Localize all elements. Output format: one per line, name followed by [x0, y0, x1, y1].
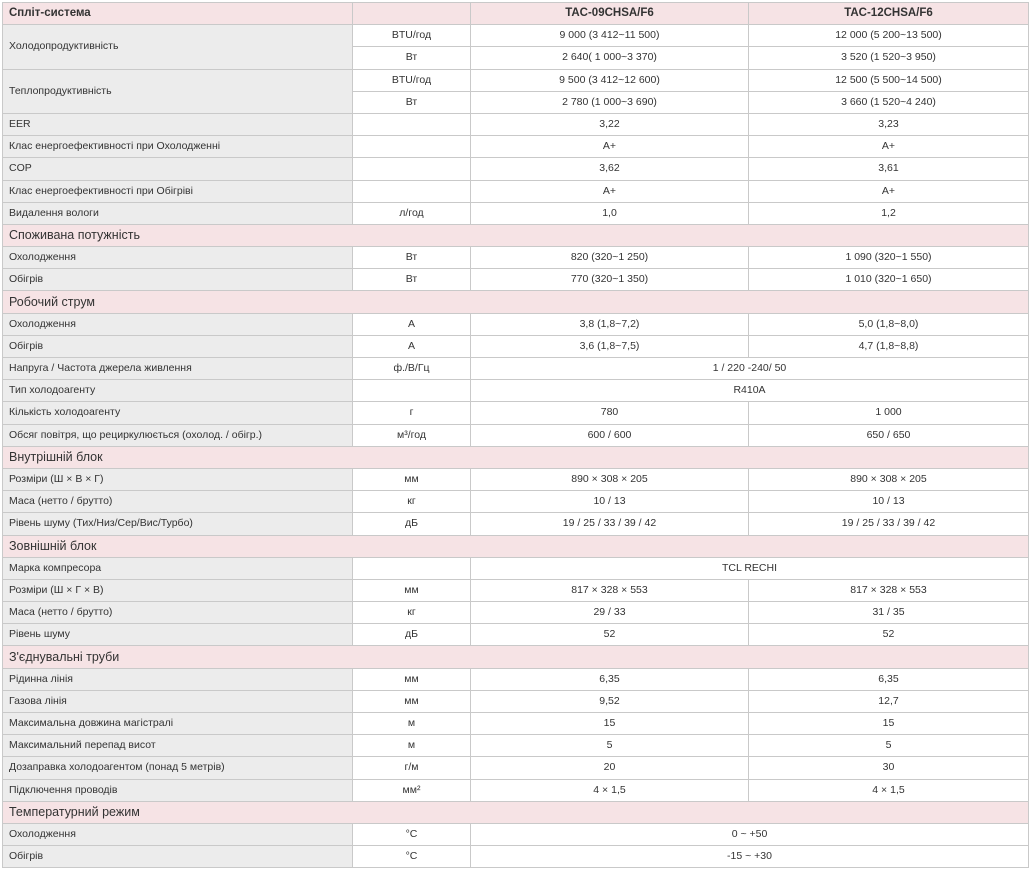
value-cell: 6,35: [749, 668, 1029, 690]
table-row: [3, 69, 1029, 91]
row-label: Охолодження: [3, 313, 353, 335]
value-cell: 1 010 (320~1 650): [749, 269, 1029, 291]
value-cell: 6,35: [471, 668, 749, 690]
section-header: [3, 291, 1029, 313]
unit-cell: мм: [353, 668, 471, 690]
row-label: Маса (нетто / брутто): [3, 602, 353, 624]
unit-cell: BTU/год: [353, 69, 471, 91]
value-cell: 12,7: [749, 690, 1029, 712]
unit-cell: мм: [353, 468, 471, 490]
value-cell: 3,62: [471, 158, 749, 180]
table-row: [3, 690, 1029, 712]
value-cell: 15: [749, 713, 1029, 735]
value-cell: 12 500 (5 500~14 500): [749, 69, 1029, 91]
cooling-capacity-label: Холодопродуктивність: [3, 25, 353, 69]
value-cell: 12 000 (5 200~13 500): [749, 25, 1029, 47]
unit-cell: мм: [353, 579, 471, 601]
section-header: [3, 535, 1029, 557]
table-row: [3, 247, 1029, 269]
unit-cell: м: [353, 735, 471, 757]
row-label: Обігрів: [3, 269, 353, 291]
value-cell: 52: [749, 624, 1029, 646]
value-cell: 19 / 25 / 33 / 39 / 42: [749, 513, 1029, 535]
value-cell: -15 ~ +30: [471, 846, 1029, 868]
value-cell: 2 780 (1 000~3 690): [471, 91, 749, 113]
row-label: Марка компресора: [3, 557, 353, 579]
value-cell: 4,7 (1,8~8,8): [749, 335, 1029, 357]
table-row: [3, 557, 1029, 579]
table-row: [3, 358, 1029, 380]
table-row: [3, 823, 1029, 845]
section-title: З'єднувальні труби: [3, 646, 1029, 668]
table-row: [3, 269, 1029, 291]
value-cell: A+: [471, 180, 749, 202]
value-cell: 817 × 328 × 553: [471, 579, 749, 601]
table-row: [3, 380, 1029, 402]
value-cell: 1 000: [749, 402, 1029, 424]
unit-cell: кг: [353, 491, 471, 513]
value-cell: 9 500 (3 412~12 600): [471, 69, 749, 91]
table-row: [3, 113, 1029, 135]
header-row: [3, 3, 1029, 25]
row-label: Клас енергоефективності при Охолодженні: [3, 136, 353, 158]
row-label: Розміри (Ш × В × Г): [3, 468, 353, 490]
table-row: [3, 25, 1029, 47]
row-label: Рідинна лінія: [3, 668, 353, 690]
header-title: Спліт-система: [3, 3, 353, 25]
value-cell: A+: [749, 180, 1029, 202]
table-row: [3, 180, 1029, 202]
value-cell: 52: [471, 624, 749, 646]
section-header: [3, 224, 1029, 246]
row-label: Маса (нетто / брутто): [3, 491, 353, 513]
table-row: [3, 846, 1029, 868]
row-label: Напруга / Частота джерела живлення: [3, 358, 353, 380]
unit-cell: [353, 158, 471, 180]
row-label: Підключення проводів: [3, 779, 353, 801]
value-cell: 3 660 (1 520~4 240): [749, 91, 1029, 113]
row-label: Обсяг повітря, що рециркулюється (охолод. / обігр.): [3, 424, 353, 446]
spec-table: [2, 2, 1029, 868]
row-label: Клас енергоефективності при Обігріві: [3, 180, 353, 202]
value-cell: 20: [471, 757, 749, 779]
row-label: Видалення вологи: [3, 202, 353, 224]
row-label: EER: [3, 113, 353, 135]
value-cell: 1,2: [749, 202, 1029, 224]
value-cell: 10 / 13: [749, 491, 1029, 513]
section-title: Внутрішній блок: [3, 446, 1029, 468]
unit-cell: мм²: [353, 779, 471, 801]
value-cell: 3,61: [749, 158, 1029, 180]
table-row: [3, 491, 1029, 513]
unit-cell: [353, 136, 471, 158]
unit-cell: кг: [353, 602, 471, 624]
section-title: Зовнішній блок: [3, 535, 1029, 557]
table-row: [3, 136, 1029, 158]
table-row: [3, 779, 1029, 801]
table-row: [3, 424, 1029, 446]
unit-cell: °С: [353, 846, 471, 868]
unit-cell: [353, 557, 471, 579]
unit-cell: л/год: [353, 202, 471, 224]
row-label: Кількість холодоагенту: [3, 402, 353, 424]
unit-cell: г/м: [353, 757, 471, 779]
value-cell: 1 090 (320~1 550): [749, 247, 1029, 269]
model-1-header: TAC-09CHSA/F6: [471, 3, 749, 25]
row-label: Обігрів: [3, 335, 353, 357]
value-cell: 5: [471, 735, 749, 757]
unit-cell: м: [353, 713, 471, 735]
table-row: [3, 579, 1029, 601]
value-cell: A+: [749, 136, 1029, 158]
unit-cell: м³/год: [353, 424, 471, 446]
row-label: Газова лінія: [3, 690, 353, 712]
unit-cell: г: [353, 402, 471, 424]
value-cell: 5,0 (1,8~8,0): [749, 313, 1029, 335]
value-cell: 817 × 328 × 553: [749, 579, 1029, 601]
table-row: [3, 402, 1029, 424]
unit-cell: дБ: [353, 624, 471, 646]
unit-cell: [353, 113, 471, 135]
unit-cell: ф./В/Гц: [353, 358, 471, 380]
value-cell: 30: [749, 757, 1029, 779]
value-cell: 3,8 (1,8~7,2): [471, 313, 749, 335]
value-cell: 4 × 1,5: [471, 779, 749, 801]
value-cell: 890 × 308 × 205: [749, 468, 1029, 490]
row-label: Охолодження: [3, 823, 353, 845]
model-2-header: TAC-12CHSA/F6: [749, 3, 1029, 25]
value-cell: 31 / 35: [749, 602, 1029, 624]
value-cell: 820 (320~1 250): [471, 247, 749, 269]
table-row: [3, 624, 1029, 646]
unit-cell: °С: [353, 823, 471, 845]
unit-cell: BTU/год: [353, 25, 471, 47]
header-unit: [353, 3, 471, 25]
value-cell: A+: [471, 136, 749, 158]
value-cell: TCL RECHI: [471, 557, 1029, 579]
row-label: Рівень шуму: [3, 624, 353, 646]
table-row: [3, 713, 1029, 735]
value-cell: 890 × 308 × 205: [471, 468, 749, 490]
value-cell: 19 / 25 / 33 / 39 / 42: [471, 513, 749, 535]
value-cell: 10 / 13: [471, 491, 749, 513]
unit-cell: Вт: [353, 47, 471, 69]
table-row: [3, 468, 1029, 490]
section-title: Споживана потужність: [3, 224, 1029, 246]
unit-cell: Вт: [353, 91, 471, 113]
value-cell: 15: [471, 713, 749, 735]
value-cell: 780: [471, 402, 749, 424]
section-title: Температурний режим: [3, 801, 1029, 823]
value-cell: 4 × 1,5: [749, 779, 1029, 801]
table-row: [3, 735, 1029, 757]
table-row: [3, 335, 1029, 357]
row-label: COP: [3, 158, 353, 180]
value-cell: 3,6 (1,8~7,5): [471, 335, 749, 357]
section-header: [3, 646, 1029, 668]
value-cell: 1,0: [471, 202, 749, 224]
section-header: [3, 446, 1029, 468]
table-row: [3, 757, 1029, 779]
row-label: Рівень шуму (Тих/Низ/Сер/Вис/Турбо): [3, 513, 353, 535]
row-label: Дозаправка холодоагентом (понад 5 метрів): [3, 757, 353, 779]
value-cell: 5: [749, 735, 1029, 757]
value-cell: 1 / 220 -240/ 50: [471, 358, 1029, 380]
table-row: [3, 202, 1029, 224]
value-cell: 2 640( 1 000~3 370): [471, 47, 749, 69]
row-label: Максимальна довжина магістралі: [3, 713, 353, 735]
row-label: Охолодження: [3, 247, 353, 269]
table-row: [3, 513, 1029, 535]
section-title: Робочий струм: [3, 291, 1029, 313]
table-row: [3, 668, 1029, 690]
value-cell: 3,22: [471, 113, 749, 135]
unit-cell: Вт: [353, 269, 471, 291]
value-cell: 3 520 (1 520~3 950): [749, 47, 1029, 69]
value-cell: 3,23: [749, 113, 1029, 135]
value-cell: 650 / 650: [749, 424, 1029, 446]
unit-cell: А: [353, 335, 471, 357]
value-cell: 29 / 33: [471, 602, 749, 624]
value-cell: 9,52: [471, 690, 749, 712]
unit-cell: [353, 380, 471, 402]
section-header: [3, 801, 1029, 823]
table-row: [3, 313, 1029, 335]
row-label: Обігрів: [3, 846, 353, 868]
table-row: [3, 602, 1029, 624]
unit-cell: [353, 180, 471, 202]
row-label: Максимальний перепад висот: [3, 735, 353, 757]
value-cell: 600 / 600: [471, 424, 749, 446]
value-cell: R410A: [471, 380, 1029, 402]
value-cell: 770 (320~1 350): [471, 269, 749, 291]
row-label: Тип холодоагенту: [3, 380, 353, 402]
unit-cell: Вт: [353, 247, 471, 269]
heating-capacity-label: Теплопродуктивність: [3, 69, 353, 113]
value-cell: 0 ~ +50: [471, 823, 1029, 845]
table-row: [3, 158, 1029, 180]
row-label: Розміри (Ш × Г × В): [3, 579, 353, 601]
unit-cell: дБ: [353, 513, 471, 535]
unit-cell: А: [353, 313, 471, 335]
unit-cell: мм: [353, 690, 471, 712]
value-cell: 9 000 (3 412~11 500): [471, 25, 749, 47]
